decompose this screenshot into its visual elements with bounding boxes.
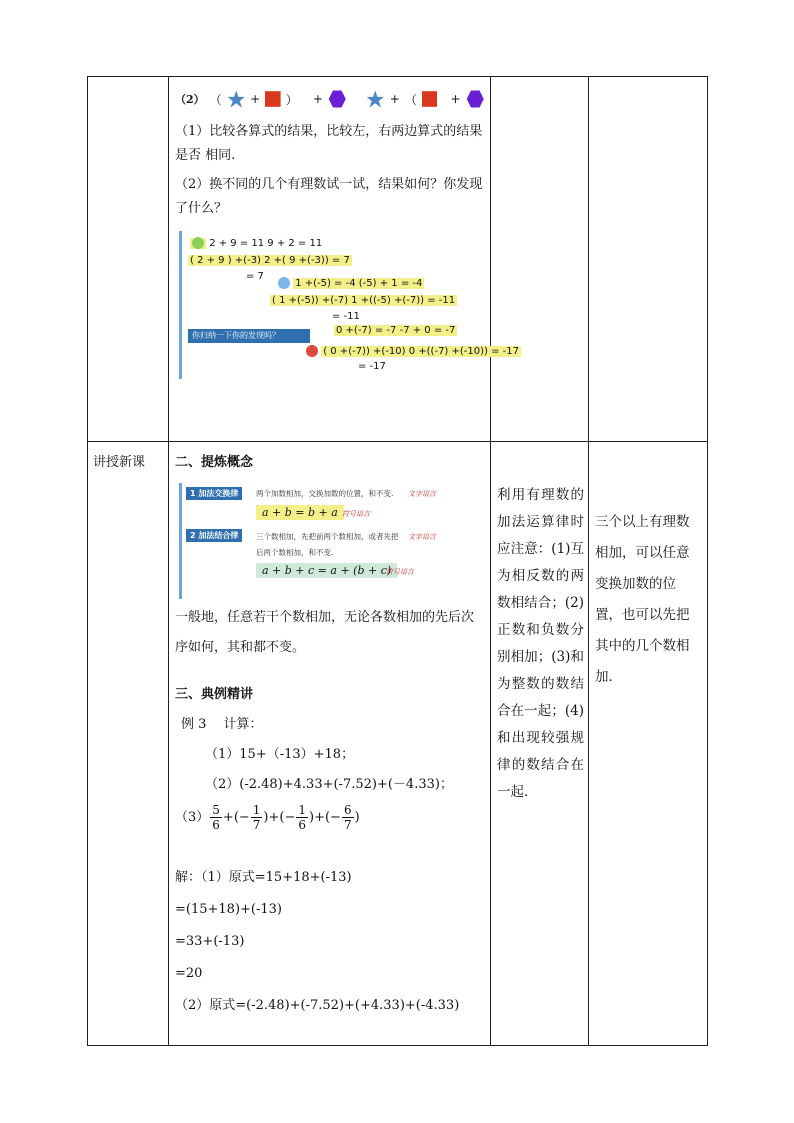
solution-line: =33+(-13) <box>175 934 245 949</box>
col4-notes <box>589 442 708 1046</box>
row-exploration <box>88 77 708 442</box>
desc-associative-2: 后两个数相加，和不变. <box>256 548 334 557</box>
section2-title: 二、提炼概念 <box>175 455 254 470</box>
section3-title: 三、典例精讲 <box>175 687 254 702</box>
star-icon <box>366 86 384 112</box>
fraction: $\frac{5}{6}$ <box>212 803 220 832</box>
symbol-label: 符号语言 <box>342 510 370 518</box>
eq-line: = -17 <box>358 361 386 372</box>
lesson-table <box>87 76 708 1046</box>
eq-line: ( 0 +(-7)) +(-10) 0 +((-7) +(-10)) = -17 <box>306 345 521 357</box>
solution-line: 解：（1）原式=15+18+(-13) <box>175 870 352 885</box>
col2-exploration <box>169 77 519 442</box>
general-statement: 一般地，任意若干个数相加，无论各数相加的先后次序如何，其和都不变。 <box>175 610 475 655</box>
solution-line: =(15+18)+(-13) <box>175 902 282 917</box>
example-1: （1）15+（-13）+18； <box>205 747 355 762</box>
fraction: $\frac{6}{7}$ <box>343 803 352 832</box>
desc-commutative: 两个加数相加，交换加数的位置，和不变. <box>256 489 394 498</box>
fraction: $\frac{1}{6}$ <box>298 803 306 832</box>
example-heading: 例 3 计算： <box>181 717 263 732</box>
hexagon-icon <box>466 86 484 112</box>
hexagon-icon <box>328 86 346 112</box>
eq-line: ( 2 + 9 ) +(-3) 2 +( 9 +(-3)) = 7 <box>190 255 350 266</box>
eq-line: = -11 <box>332 311 360 322</box>
star-icon <box>227 86 245 112</box>
paren-open: （ <box>209 92 222 107</box>
plus-sign: + <box>450 92 461 106</box>
word-label: 文字语言 <box>408 490 436 498</box>
solution-line: =20 <box>175 966 203 981</box>
row-new-lesson <box>88 442 708 1046</box>
square-icon <box>422 88 438 110</box>
eq-line: 0 +(-7) = -7 -7 + 0 = -7 <box>336 325 456 336</box>
question-2: （2）换不同的几个有理数试一试，结果如何？你发现了什么？ <box>175 177 483 216</box>
design-intent-text: 三个以上有理数相加，可以任意变换加数的位置，也可以先把其中的几个数相加． <box>595 514 690 685</box>
solution-line: （2）原式=(-2.48)+(-7.52)+(+4.33)+(-4.33) <box>175 998 460 1013</box>
eq-line: 2 + 9 = 11 9 + 2 = 11 <box>190 237 322 249</box>
ask-banner: 你归纳一下你的发现吗？ <box>188 329 310 343</box>
col1-label-cell <box>88 442 169 1046</box>
col4-empty <box>589 77 708 442</box>
col3-empty <box>491 77 589 442</box>
shapes-label: （2） <box>175 93 205 106</box>
formula-associative: a + b + c = a + (b + c) <box>256 563 397 578</box>
plus-sign: + <box>389 92 400 106</box>
eq-line: ( 1 +(-5)) +(-7) 1 +((-5) +(-7)) = -11 <box>272 295 456 306</box>
col1-empty <box>88 77 169 442</box>
tag-commutative: 1 加法交换律 <box>186 487 242 500</box>
plus-sign: + <box>250 92 261 106</box>
section-label: 讲授新课 <box>93 455 146 470</box>
formula-commutative: a + b = b + a <box>256 505 344 520</box>
eq-line: = 7 <box>246 271 264 282</box>
example-2: （2）(-2.48)+4.33+(-7.52)+(－4.33)； <box>205 777 453 792</box>
col2-lesson <box>169 442 491 1046</box>
tag-associative: 2 加法结合律 <box>186 529 242 542</box>
concept-image <box>179 483 478 599</box>
example-3: （3） $\frac{5}{6}$ +(− $\frac{1}{7}$ )+(− $\frac{1}{6}$ )+(− $\frac{6}{7}$ ) <box>175 803 360 832</box>
paren-open: （ <box>404 92 417 107</box>
square-icon <box>265 88 281 110</box>
question-1: （1）比较各算式的结果，比较左，右两边算式的结果是否 相同. <box>175 124 483 163</box>
col3-notes <box>491 442 589 1046</box>
shapes-equation <box>175 83 484 115</box>
desc-associative-1: 三个数相加，先把前两个数相加，或者先把 <box>256 532 399 541</box>
notes-text: 利用有理数的加法运算律时应注意：(1)互为相反数的两数相结合；(2)正数和负数分别相加；(3)和为整数的数结合在一起；(4)和出现较强规律的数结合在一起． <box>497 487 584 800</box>
eq-line: 1 +(-5) = -4 (-5) + 1 = -4 <box>278 277 424 289</box>
equations-image <box>179 231 519 379</box>
paren-close: ） <box>285 92 298 107</box>
fraction: $\frac{1}{7}$ <box>252 803 261 832</box>
word-label: 文字语言 <box>408 533 436 541</box>
plus-sign: + <box>312 92 323 106</box>
symbol-label: 符号语言 <box>386 568 414 576</box>
